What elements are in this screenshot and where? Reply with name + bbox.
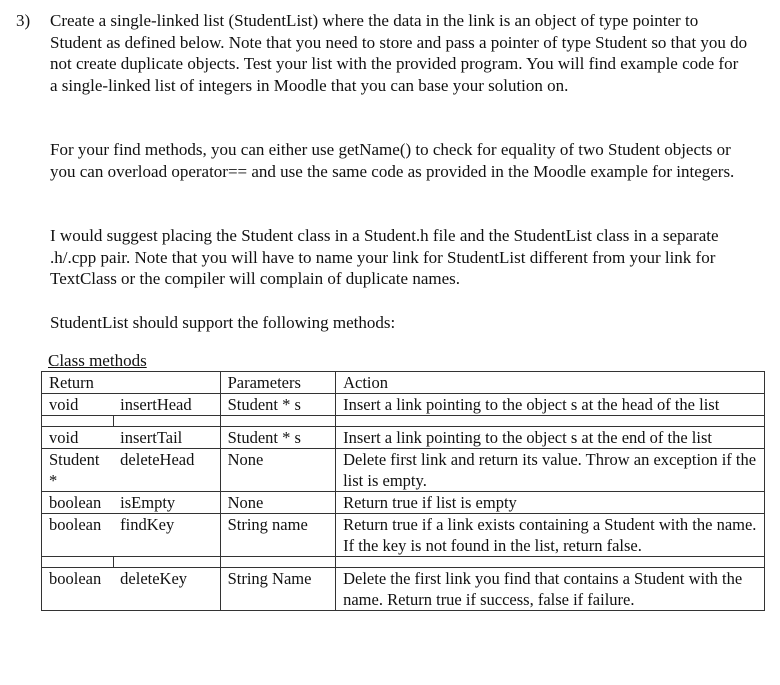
cell-parameters: String name (220, 514, 336, 557)
table-header-row (42, 372, 765, 394)
cell-action: Insert a link pointing to the object s at the head of the list (336, 394, 765, 416)
table-row (42, 492, 765, 514)
cell-parameters: Student * s (220, 394, 336, 416)
cell-return: void (42, 427, 114, 449)
cell-method-name: deleteKey (113, 568, 220, 611)
paragraph-intro: Create a single-linked list (StudentList) where the data in the link is an object of type pointer to Student as defined below. Note that you need to store and pass a pointer of type Student so that you do not create duplicate objects. Test your list with the provided program. You will find example code for a single-linked list of integers in Moodle that you can base your solution on. (50, 11, 748, 95)
cell-action: Insert a link pointing to the object s at the end of the list (336, 427, 765, 449)
cell-parameters: None (220, 492, 336, 514)
table-row (42, 514, 765, 557)
header-action: Action (336, 372, 765, 394)
cell-action: Return true if a link exists containing a Student with the name. If the key is not found in the list, return false. (336, 514, 765, 557)
cell-method-name: insertHead (113, 394, 220, 416)
cell-return: boolean (42, 492, 114, 514)
table-row (42, 394, 765, 416)
table-caption: Class methods (48, 351, 147, 370)
paragraph-methods-intro: StudentList should support the following methods: (50, 313, 396, 332)
row-spacer (42, 416, 765, 427)
cell-return: boolean (42, 568, 114, 611)
cell-parameters: String Name (220, 568, 336, 611)
cell-return: void (42, 394, 114, 416)
cell-parameters: None (220, 449, 336, 492)
row-spacer (42, 557, 765, 568)
cell-return: Student * (42, 449, 114, 492)
table-row (42, 568, 765, 611)
cell-method-name: deleteHead (113, 449, 220, 492)
cell-action: Delete first link and return its value. Throw an exception if the list is empty. (336, 449, 765, 492)
cell-method-name: findKey (113, 514, 220, 557)
cell-action: Delete the first link you find that contains a Student with the name. Return true if success, false if failure. (336, 568, 765, 611)
header-name (113, 372, 220, 394)
question-number: 3) (16, 11, 31, 30)
table-row (42, 449, 765, 492)
paragraph-find-methods: For your find methods, you can either use getName() to check for equality of two Student objects or you can overload operator== and use the same code as provided in the Moodle example for integers. (50, 140, 735, 181)
header-parameters: Parameters (220, 372, 336, 394)
header-return: Return (42, 372, 114, 394)
paragraph-file-suggestion: I would suggest placing the Student class in a Student.h file and the StudentList class in a separate .h/.cpp pair. Note that you will have to name your link for StudentList different from your link for TextClass or the compiler will complain of duplicate names. (50, 226, 719, 288)
cell-action: Return true if list is empty (336, 492, 765, 514)
cell-method-name: insertTail (113, 427, 220, 449)
table-row (42, 427, 765, 449)
cell-method-name: isEmpty (113, 492, 220, 514)
methods-table (41, 371, 765, 611)
cell-parameters: Student * s (220, 427, 336, 449)
cell-return: boolean (42, 514, 114, 557)
